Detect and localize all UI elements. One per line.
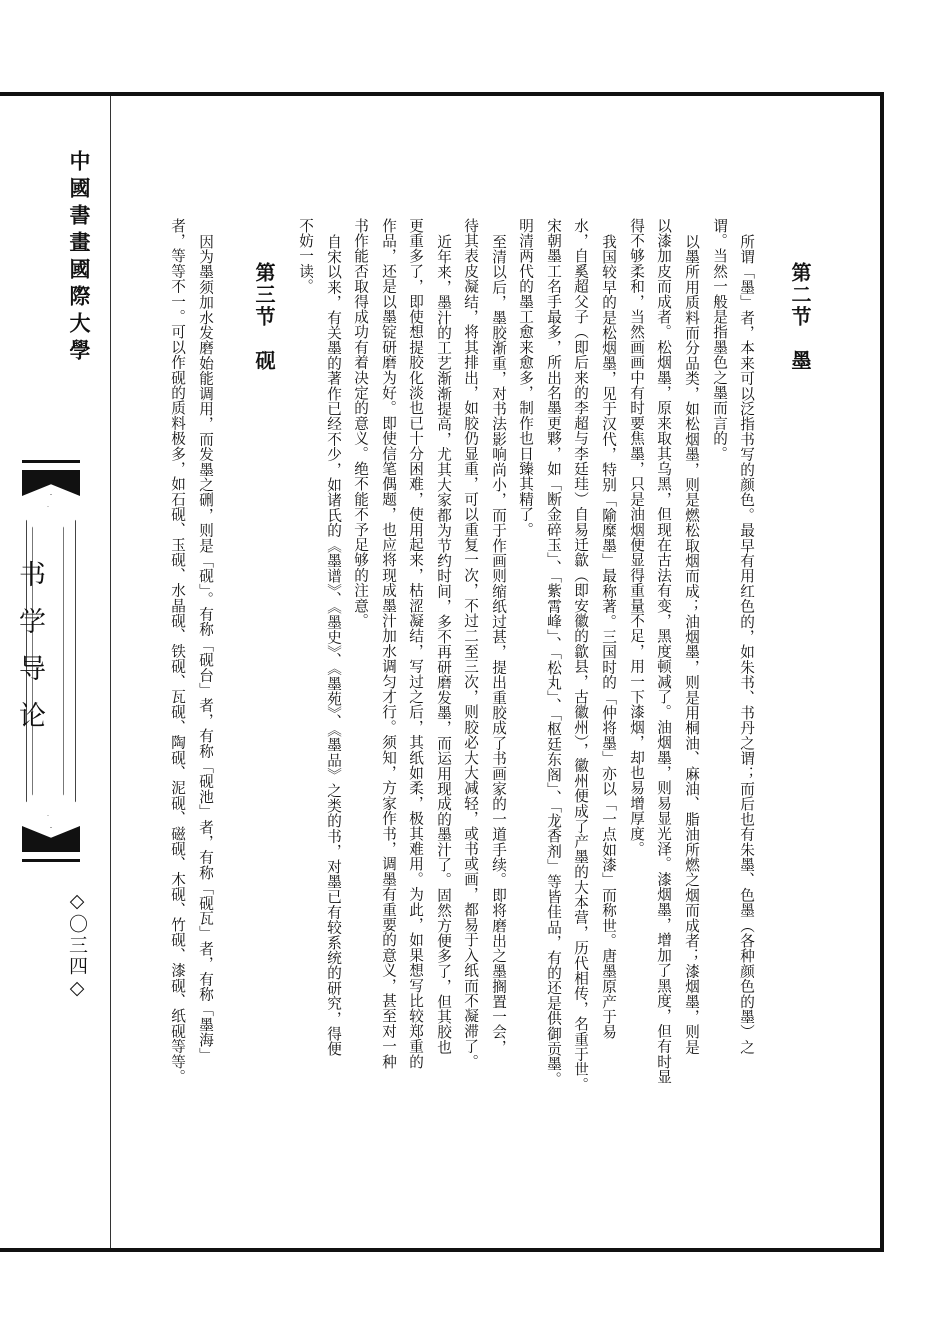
frame-top-rule — [0, 92, 884, 96]
margin-divider — [110, 96, 111, 1248]
section3-heading: 第三节 砚 — [252, 262, 276, 372]
text-column: 明清两代的墨工愈来愈多，制作也日臻其精了。 — [517, 218, 534, 538]
text-column: 书作能否取得成功有着决定的意义。绝不能不予足够的注意。 — [352, 218, 369, 629]
book-title: 书学导论 — [14, 560, 45, 748]
frame-bottom-rule — [0, 1248, 884, 1252]
text-column: 所谓「墨」者，本来可以泛指书写的颜色。最早有用红色的，如朱书、书丹之谓；而后也有朱墨、色墨（各种颜色的墨）之 — [738, 234, 755, 1055]
text-column: 自宋以来，有关墨的著作已经不少，如诸氏的《墨谱》、《墨史》、《墨苑》、《墨品》之类的书，对墨已有较系统的研究，得便 — [325, 234, 342, 1057]
text-column: 近年来，墨汁的工艺渐渐提高，尤其大家都为节约时间，多不再研磨发墨，而运用现成的墨汁了。固然方便多了，但其胶也 — [435, 234, 452, 1055]
text-column: 不妨一读。 — [297, 218, 314, 294]
text-column: 者，等等不一。可以作砚的质料极多，如石砚、玉砚、水晶砚、铁砚、瓦砚、陶砚、泥砚、磁砚、木砚、竹砚、漆砚、纸砚等等。 — [169, 218, 186, 1085]
frame-right-rule — [880, 92, 884, 1252]
text-column: 更重多了，即使想提胶化淡也已十分困难，使用起来，枯涩凝结，写过之后，其纸如柔，极其难用。为此，如果想写比较郑重的 — [407, 218, 424, 1070]
page-number: ◇〇三四◇ — [66, 890, 88, 1001]
text-column: 至清以后，墨胶渐重，对书法影响尚小，而于作画则缩纸过甚，提出重胶成了书画家的一道手续。即将磨出之墨搁置一会， — [490, 234, 507, 1055]
text-column: 待其表皮凝结，将其排出，如胶仍显重，可以重复一次，不过二至三次，则胶必大大减轻，或书或画，都易于入纸而不凝滞了。 — [462, 218, 479, 1070]
running-head: 中國書畫國際大學 — [67, 150, 92, 366]
text-column: 宋朝墨工名手最多，所出名墨更夥，如「断金碎玉」、「紫霄峰」、「松丸」、「枢廷东阁」、「龙香剂」等皆佳品，有的还是供御贡墨。 — [545, 218, 562, 1087]
text-column: 以墨所用质料而分品类，如松烟墨，则是燃松取烟而成；油烟墨，则是用桐油、麻油、脂油所燃之烟而成者；漆烟墨，则是 — [683, 234, 700, 1055]
text-column: 以漆加皮而成者。松烟墨，原来取其乌黑，但现在古法有变，黑度顿减了。油烟墨，则易显光泽。漆烟墨，增加了黑度，但有时显 — [655, 218, 672, 1085]
section2-heading: 第二节 墨 — [788, 262, 812, 372]
text-column: 因为墨须加水发磨始能调用，而发墨之硎，则是「砚」。有称「砚台」者，有称「砚池」者，有称「砚瓦」者，有称「墨海」 — [197, 234, 214, 1063]
text-column: 我国较早的是松烟墨，见于汉代，特别「隃糜墨」最称著。三国时的「仲将墨」亦以「一点如漆」而称世。唐墨原产于易 — [600, 234, 617, 1040]
text-column: 得不够柔和，当然画画中有时要焦墨，只是油烟便显得重量不足，用一下漆烟，却也易增厚度。 — [628, 218, 645, 857]
text-column: 水，自奚超父子（即后来的李超与李廷珪）自易迁歙（即安徽的歙县，古徽州），徽州便成了产墨的大本营，历代相传，名重于世。 — [572, 218, 589, 1093]
text-column: 作品，还是以墨锭研磨为好。即使信笔偶题，也应将现成墨汁加水调匀才行。须知，方家作书，调墨有重要的意义，甚至对一种 — [380, 218, 397, 1070]
text-column: 谓。当然一般是指墨色之墨而言的。 — [711, 218, 728, 462]
